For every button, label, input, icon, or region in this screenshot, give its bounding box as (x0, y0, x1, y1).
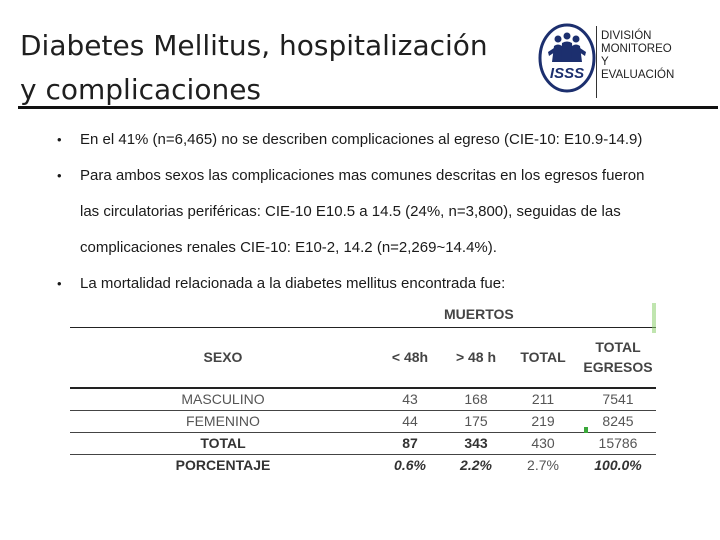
header-divider (596, 26, 597, 98)
cell-sexo: FEMENINO (186, 413, 260, 429)
table-row (70, 411, 656, 431)
table-row (70, 455, 656, 475)
cell-sexo: TOTAL (200, 435, 246, 451)
table-row (70, 433, 656, 453)
bullet-text: En el 41% (n=6,465) no se describen complicaciones al egreso (CIE-10: E10.9-14.9) (80, 131, 643, 148)
page-title (20, 24, 540, 112)
cell-total: 219 (531, 413, 555, 429)
title-rule (18, 106, 718, 109)
bullet-text: complicaciones renales CIE-10: E10-2, 14.2 (n=2,269~14.4%). (80, 239, 497, 256)
table-group-header (70, 303, 656, 328)
cell-total: 2.7% (527, 457, 559, 473)
division-line: Y (601, 56, 609, 68)
header-total: TOTAL (520, 349, 566, 365)
bullet-text: las circulatorias periféricas: CIE-10 E10.5 a 14.5 (24%, n=3,800), seguidas de las (80, 203, 621, 220)
muertos-label: MUERTOS (444, 306, 514, 322)
cell-lt48: 0.6% (394, 457, 426, 473)
cell-gt48: 343 (464, 435, 488, 451)
cell-total: 211 (531, 391, 555, 407)
mortality-table (70, 303, 656, 479)
division-line: DIVISIÓN (601, 30, 652, 42)
cell-egresos: 8245 (602, 413, 634, 429)
cell-egresos: 100.0% (594, 457, 642, 473)
cell-lt48: 44 (402, 413, 418, 429)
cell-total: 430 (531, 435, 555, 451)
cell-sexo: PORCENTAJE (175, 457, 271, 473)
division-line: EVALUACIÓN (601, 69, 675, 81)
cell-gt48: 2.2% (460, 457, 492, 473)
table-edge-mark (652, 303, 656, 333)
bullet-text: La mortalidad relacionada a la diabetes mellitus encontrada fue: (80, 275, 506, 292)
cell-lt48: 87 (402, 435, 418, 451)
title-line-1: Diabetes Mellitus, hospitalización (20, 29, 488, 62)
cell-gt48: 168 (464, 391, 488, 407)
header-sexo: SEXO (203, 349, 243, 365)
isss-logo (538, 22, 596, 94)
bullet-item (52, 122, 702, 158)
cell-egresos: 7541 (602, 391, 634, 407)
header-egresos-2: EGRESOS (583, 359, 653, 375)
bullet-icon: • (57, 276, 62, 291)
bullet-item (52, 266, 702, 302)
header-lt48: < 48h (391, 349, 429, 365)
header-gt48: > 48 h (455, 349, 497, 365)
isss-logo-graphic (538, 22, 596, 94)
division-label (601, 30, 716, 82)
title-line-2: y complicaciones (20, 73, 262, 106)
division-line: MONITOREO (601, 43, 672, 55)
header-egresos-1: TOTAL (595, 339, 641, 355)
bullet-text: Para ambos sexos las complicaciones mas comunes descritas en los egresos fueron (80, 167, 645, 184)
bullet-icon: • (57, 168, 62, 183)
cell-lt48: 43 (402, 391, 418, 407)
bullet-list (52, 122, 702, 302)
cell-egresos: 15786 (598, 435, 638, 451)
cell-gt48: 175 (464, 413, 488, 429)
table-row (70, 389, 656, 409)
cell-sexo: MASCULINO (181, 391, 265, 407)
logo-wordmark: ISSS (549, 65, 585, 82)
bullet-item (52, 158, 702, 266)
bullet-icon: • (57, 132, 62, 147)
